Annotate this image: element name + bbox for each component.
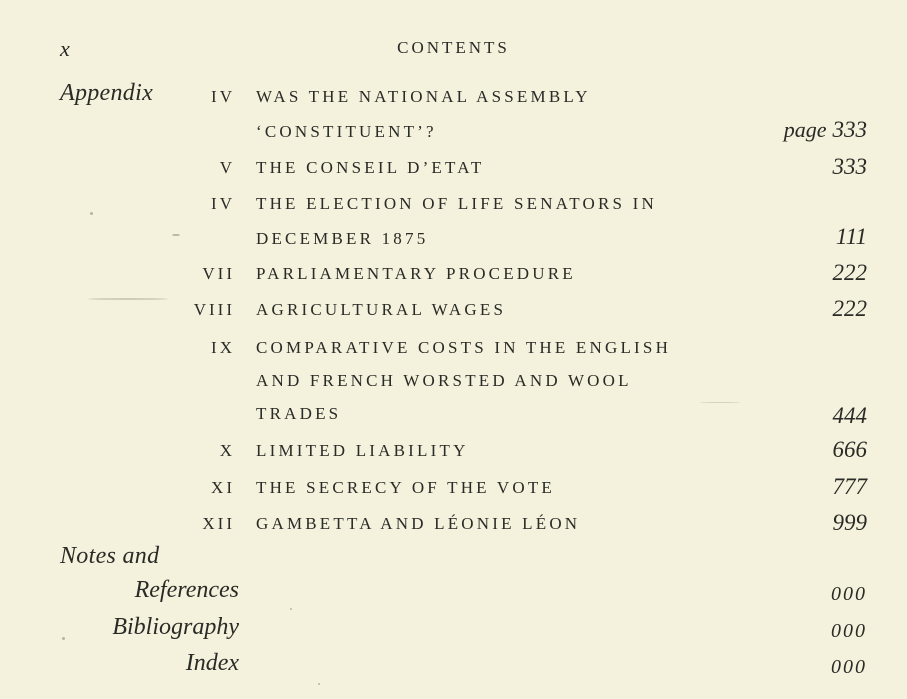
entry-title-line: THE CONSEIL D’ETAT [256,158,485,177]
paper-speck [62,637,65,640]
entry-title-line: TRADES [256,404,342,423]
entry-page-number: 333 [832,154,867,179]
entry-numeral: XI [211,478,235,497]
entry-numeral: IV [211,194,235,213]
entry-page-number: 999 [832,510,867,535]
entry-numeral: VIII [193,300,235,319]
paper-speck [88,298,168,300]
entry-page-number: 222 [832,296,867,321]
entry-page-number: 666 [832,437,867,462]
entry-numeral: IV [211,87,235,106]
entry-title-line: GAMBETTA AND LÉONIE LÉON [256,514,581,533]
index-label: Index [185,650,239,676]
entry-numeral: XII [202,514,235,533]
entry-title-line: LIMITED LIABILITY [256,441,469,460]
entry-title-line: COMPARATIVE COSTS IN THE ENGLISH [256,338,672,357]
entry-numeral: VII [202,264,235,283]
entry-title-line: ‘CONSTITUENT’? [256,122,437,141]
paper-speck [90,212,93,215]
page-prefix: page [783,117,827,142]
running-head: CONTENTS [397,38,510,57]
entry-page-number: 777 [832,474,867,499]
appendix-label: Appendix [60,80,154,106]
index-page-number: 000 [831,656,867,678]
entry-page-number [784,117,867,143]
notes-label: Notes and [60,543,160,569]
entry-page-number: 111 [835,224,867,249]
entry-numeral: IX [211,338,235,357]
page-value: 333 [832,117,867,142]
paper-speck [700,402,740,403]
references-page-number: 000 [831,583,867,605]
paper-speck [318,683,320,685]
paper-speck [172,234,180,236]
page-folio: x [60,36,70,61]
entry-page-number: 222 [832,260,867,285]
entry-title-line: THE SECRECY OF THE VOTE [256,478,556,497]
references-label: References [134,577,239,603]
entry-title-line: DECEMBER 1875 [256,229,429,248]
entry-title-line: WAS THE NATIONAL ASSEMBLY [256,87,591,106]
entry-title-line: AND FRENCH WORSTED AND WOOL [256,371,632,390]
entry-page-number: 444 [832,403,867,428]
entry-title-line: THE ELECTION OF LIFE SENATORS IN [256,194,657,213]
entry-numeral: X [219,441,235,460]
bibliography-label: Bibliography [112,614,239,640]
paper-speck [290,608,292,610]
entry-numeral: V [219,158,235,177]
entry-title-line: AGRICULTURAL WAGES [256,300,507,319]
entry-title-line: PARLIAMENTARY PROCEDURE [256,264,576,283]
bibliography-page-number: 000 [831,620,867,642]
